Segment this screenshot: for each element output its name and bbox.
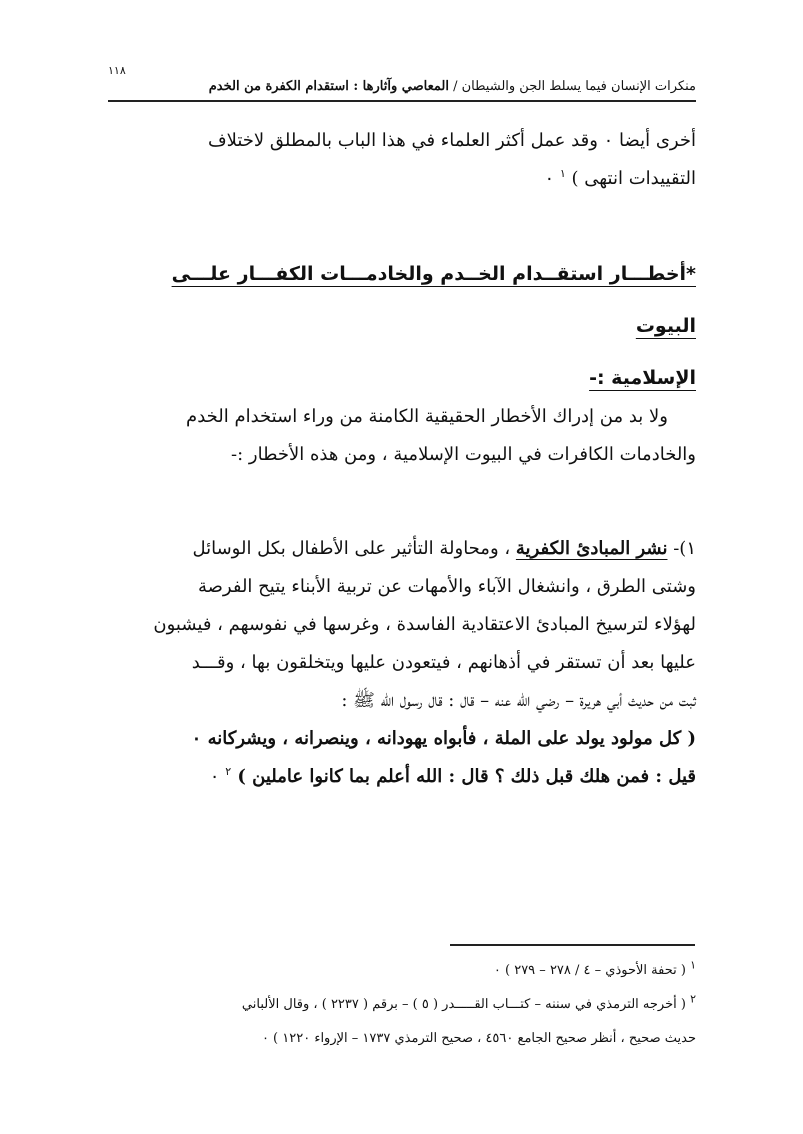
hadith-line-2 (108, 758, 696, 796)
point-1-line-1 (108, 530, 696, 568)
footnote-ref-2[interactable]: ٢ (225, 765, 232, 778)
point-1-number: ١)- (673, 538, 696, 559)
intro-paragraph (108, 122, 696, 198)
footnote-2-continued: حديث صحيح ، أنظر صحيح الجامع ٤٥٦٠ ، صحيح الترمذي ١٧٣٧ – الإرواء ١٢٢٠ ) ٠ (261, 1031, 696, 1046)
footnote-2-number: ٢ (690, 992, 696, 1006)
intro-line-2 (108, 160, 696, 198)
page-number: ١١٨ (108, 64, 126, 77)
footnote-ref-1[interactable]: ١ (559, 167, 566, 180)
paragraph-1-line-1: ولا بد من إدراك الأخطار الحقيقية الكامنة من وراء استخدام الخدم (186, 406, 668, 427)
hadith-line-2-text: قيل : فمن هلك قبل ذلك ؟ قال : الله أعلم بما كانوا عاملين ) (237, 766, 696, 787)
paragraph-1-line-2: والخادمات الكافرات في البيوت الإسلامية ، ومن هذه الأخطار :- (231, 444, 696, 465)
footnote-2-text: ( أخرجه الترمذي في سننه – كتـــاب القـــــدر ( ٥ ) – برقم ( ٢٢٣٧ ) ، وقال الألباني (241, 997, 686, 1012)
section-heading-line-2: الإسلامية :- (589, 367, 696, 389)
point-1-line-1-rest: ، ومحاولة التأثير على الأطفال بكل الوسائل (192, 538, 511, 559)
point-1-title: نشر المبادئ الكفرية (515, 538, 668, 559)
header-title (209, 79, 696, 100)
footnote-separator (450, 944, 695, 946)
header-title-part-1: منكرات الإنسان فيما يسلط الجن والشيطان / (453, 79, 696, 94)
footnote-2 (108, 988, 696, 1022)
point-1-line-4: عليها بعد أن تستقر في أذهانهم ، فيتعودن عليها ويتخلقون بها ، وقـــد (191, 652, 696, 673)
header-title-part-2: المعاصي وآثارها : استقدام الكفرة من الخدم (208, 79, 449, 94)
running-header (108, 66, 696, 102)
intro-line-2-text: التقييدات انتهى ) (571, 168, 696, 189)
section-heading (108, 248, 696, 404)
hadith-line-2-end: ٠ (209, 766, 226, 787)
intro-line-1: أخرى أيضا ٠ وقد عمل أكثر العلماء في هذا الباب بالمطلق لاختلاف (207, 130, 696, 151)
footnote-1 (108, 954, 696, 988)
section-heading-line-1: *أخطـــار استقــدام الخــدم والخادمـــات الكفـــار علـــى البيوت (171, 263, 696, 337)
point-1-line-3: لهؤلاء لترسيخ المبادئ الاعتقادية الفاسدة ، وغرسها في نفوسهم ، فيشبون (153, 614, 696, 635)
footnotes (108, 954, 696, 1056)
intro-line-2-end: ٠ (544, 168, 560, 189)
footnote-1-number: ١ (690, 958, 696, 972)
paragraph-1 (108, 398, 696, 474)
point-1 (108, 530, 696, 796)
footnote-1-text: ( تحفة الأحوذي – ٤ / ٢٧٨ – ٢٧٩ ) ٠ (493, 963, 686, 978)
point-1-line-2: وشتى الطرق ، وانشغال الآباء والأمهات عن تربية الأبناء يتيح الفرصة (197, 576, 696, 597)
point-1-line-5: ثبت من حديث أبي هريرة – رضي الله عنه – قال : قال رسول الله ﷺ : (341, 690, 696, 711)
hadith-line-1: ( كل مولود يولد على الملة ، فأبواه يهودانه ، وينصرانه ، ويشركانه ٠ (191, 728, 696, 749)
